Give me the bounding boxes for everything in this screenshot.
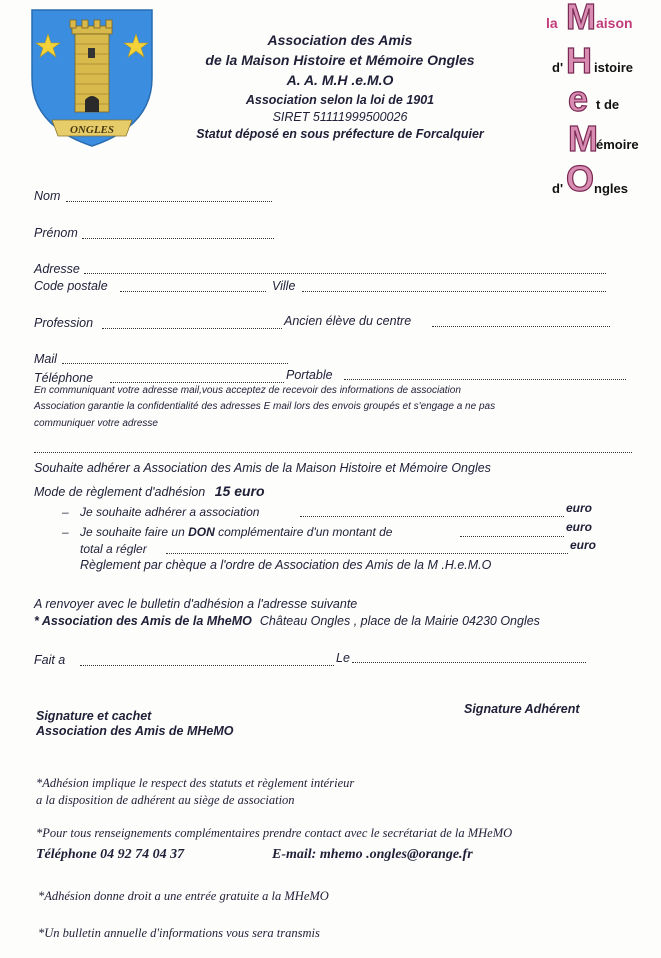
- membership-amount: 15 euro: [214, 483, 265, 499]
- logo-d1: d': [552, 60, 564, 75]
- note-3: *Adhésion donne droit a une entrée gratuite a la MHeMO: [38, 889, 329, 903]
- cheque-text: Règlement par chèque a l'ordre de Association des Amis de la M .H.e.M.O: [80, 558, 492, 572]
- item-don: [80, 525, 392, 539]
- contact-email: E-mail: mhemo .ongles@orange.fr: [272, 847, 473, 862]
- field-prenom[interactable]: [82, 238, 274, 239]
- signature-adherent: Signature Adhérent: [464, 702, 580, 716]
- membership-wish: Souhaite adhérer a Association des Amis de la Maison Histoire et Mémoire Ongles: [34, 461, 491, 475]
- field-adresse[interactable]: [84, 273, 606, 274]
- item-don-post: complémentaire d'un montant de: [214, 525, 393, 539]
- logo-letter-m: M: [566, 0, 596, 37]
- header-law: Association selon la loi de 1901: [245, 93, 435, 107]
- label-adresse: Adresse: [34, 262, 80, 276]
- item-total: total a régler: [80, 542, 147, 556]
- bullet-2: –: [62, 525, 69, 539]
- logo-d2: d': [552, 181, 564, 196]
- field-don-amount[interactable]: [460, 536, 564, 537]
- header-acronym: A. A. M.H .e.M.O: [286, 72, 394, 88]
- privacy-line-1: En communiquant votre adresse mail,vous acceptez de recevoir des informations de association: [34, 385, 461, 396]
- contact-phone: Téléphone 04 92 74 04 37: [36, 847, 185, 862]
- label-fait-a: Fait a: [34, 653, 66, 667]
- signature-left-2: Association des Amis de MHeMO: [36, 724, 234, 738]
- privacy-line-3: communiquer votre adresse: [34, 418, 158, 429]
- logo-letter-h: H: [566, 40, 592, 81]
- logo-t-de: t de: [596, 97, 620, 112]
- field-fait-a[interactable]: [80, 665, 334, 666]
- label-profession: Profession: [34, 316, 94, 330]
- header-statut: Statut déposé en sous préfecture de Forcalquier: [196, 127, 484, 141]
- cheque-instruction: [80, 558, 491, 572]
- label-portable: Portable: [286, 368, 333, 382]
- logo-aison: aison: [596, 15, 633, 31]
- item-don-keyword: DON: [188, 525, 215, 539]
- label-code-postal: Code postale: [34, 279, 108, 293]
- crest-label: ONGLES: [69, 124, 115, 136]
- signature-left-1: Signature et cachet: [36, 709, 152, 723]
- header-siret: SIRET 51111999500026: [272, 110, 408, 124]
- note-4: *Un bulletin annuelle d'informations vous sera transmis: [38, 926, 320, 940]
- return-association: * Association des Amis de la MheMO: [34, 614, 252, 628]
- label-mail: Mail: [34, 352, 57, 366]
- separator-line: [34, 452, 632, 453]
- logo-letter-m2: M: [568, 118, 598, 159]
- field-total-amount[interactable]: [166, 553, 568, 554]
- field-ville[interactable]: [302, 291, 606, 292]
- field-telephone[interactable]: [110, 382, 284, 383]
- field-portable[interactable]: [344, 379, 626, 380]
- field-adhesion-amount[interactable]: [300, 516, 564, 517]
- label-telephone: Téléphone: [34, 371, 94, 385]
- label-prenom: Prénom: [34, 226, 78, 240]
- logo-ngles: ngles: [594, 181, 628, 196]
- label-le: Le: [336, 651, 350, 665]
- field-mail[interactable]: [62, 363, 288, 364]
- privacy-line-2: Association garantie la confidentialité des adresses E mail lors des envois groupés et s'engage a ne pas: [34, 401, 496, 412]
- field-ancien-eleve[interactable]: [432, 326, 610, 327]
- return-address: Château Ongles , place de la Mairie 04230 Ongles: [259, 614, 540, 628]
- note-1a: *Adhésion implique le respect des statuts et règlement intérieur: [36, 776, 355, 790]
- item-adhesion: Je souhaite adhérer a association: [80, 505, 260, 519]
- note-2: *Pour tous renseignements complémentaires prendre contact avec le secrétariat de la MHeMO: [36, 826, 513, 840]
- logo-la: la: [546, 15, 558, 31]
- header-title: Association des Amis: [267, 32, 413, 48]
- return-line-2: [34, 614, 540, 628]
- header-subtitle: de la Maison Histoire et Mémoire Ongles: [205, 52, 475, 68]
- tower-icon: [70, 20, 112, 112]
- bullet-1: –: [62, 505, 69, 519]
- field-code-postal[interactable]: [120, 291, 266, 292]
- euro-1: euro: [566, 501, 593, 515]
- membership-mode: Mode de règlement d'adhésion: [34, 485, 206, 499]
- euro-3: euro: [570, 538, 597, 552]
- item-don-pre: Je souhaite faire un: [80, 525, 189, 539]
- logo-istoire: istoire: [594, 60, 634, 75]
- note-1b: a la disposition de adhérent au siège de association: [36, 793, 295, 807]
- field-le[interactable]: [352, 662, 586, 663]
- logo-emoire: émoire: [596, 137, 639, 152]
- euro-2: euro: [566, 520, 593, 534]
- label-ancien-eleve: Ancien élève du centre: [284, 314, 412, 328]
- field-profession[interactable]: [102, 328, 282, 329]
- logo-letter-e: e: [568, 78, 589, 119]
- label-ville: Ville: [272, 279, 296, 293]
- ongles-crest: [30, 8, 154, 148]
- return-line-1: A renvoyer avec le bulletin d'adhésion a l'adresse suivante: [34, 597, 358, 611]
- logo-letter-o: O: [566, 158, 595, 199]
- label-nom: Nom: [34, 189, 61, 203]
- field-nom[interactable]: [66, 201, 272, 202]
